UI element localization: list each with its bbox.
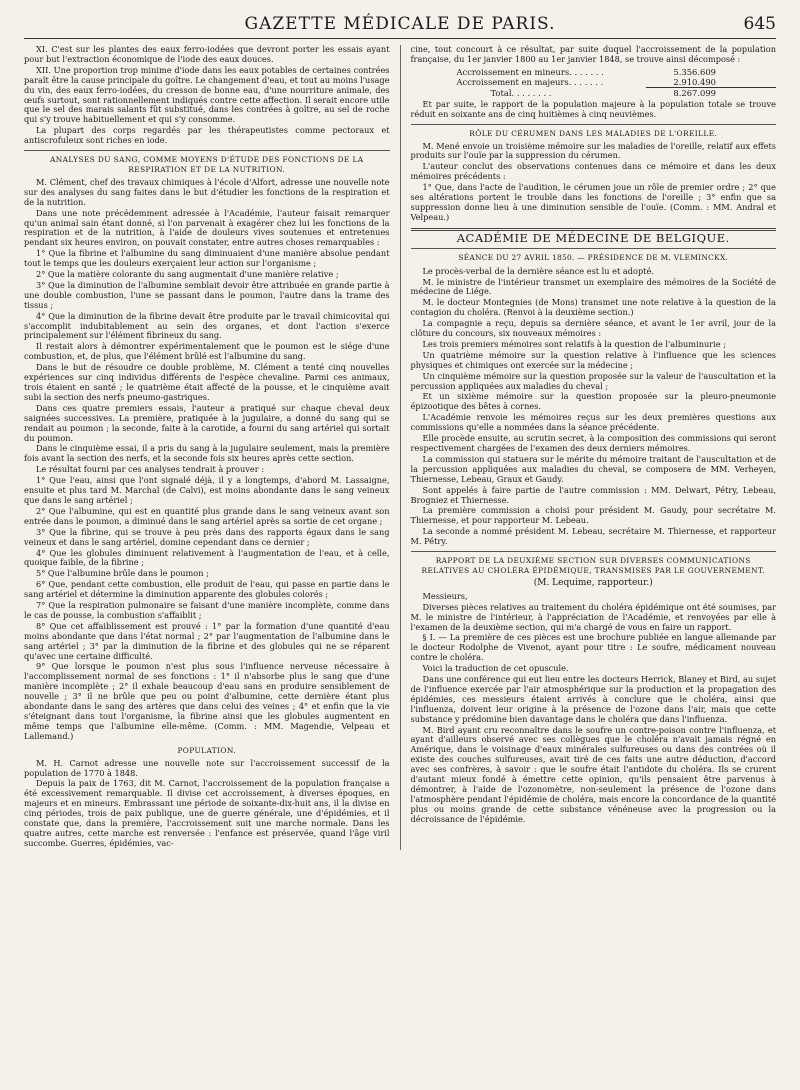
- table-row: [411, 77, 777, 88]
- paragraph: La commission qui statuera sur le mérite du mémoire traitant de l'auscultation et de la percussion appliquées aux maladies du cheval, se composera de MM. Verheyen, Thiernesse, Lebeau, Graux et Gaudy.: [410, 453, 776, 484]
- paragraph: Les trois premiers mémoires sont relatifs à la question de l'albuminurie ;: [422, 338, 726, 349]
- paragraph: 7° Que la respiration pulmonaire se faisant d'une manière incomplète, comme dans le cas de pousse, la combustion s'affaiblit ;: [24, 600, 390, 620]
- table-cell: 8.267.099: [646, 87, 776, 98]
- rapporteur-line: (M. Lequime, rapporteur.): [533, 577, 653, 588]
- paragraph: XII. Une proportion trop minime d'iode dans les eaux potables de certaines contrées paraît être la cause principale du goître. Le changement d'eau, et tout au moins l'usage du vin, des eaux ferro-iodées, du cresson de bonne eau, d'une nourriture animale, des œufs surtout, sont rationnellement indiqués contre cette affection. Il serait encore utile que le sel des marais salants fût substitué, dans les contrées à goître, au sel de roche qui s'y trouve habituellement et qui s'y consomme.: [24, 64, 390, 125]
- paragraph: 5° Que l'albumine brûle dans le poumon ;: [36, 568, 209, 579]
- paragraph: Dans le but de résoudre ce double problème, M. Clément a tenté cinq nouvelles expériences sur cinq individus différents de l'espèce chevaline. Parmi ces animaux, trois étaient en santé ; le quatrième était affecté de la pousse, et le cinquième avait subi la section des nerfs pneumo-gastriques.: [24, 362, 390, 402]
- paragraph: Dans le cinquième essai, il a pris du sang à la jugulaire seulement, mais la première fois avant la section des nerfs, et la seconde fois six heures après cette section.: [24, 443, 390, 464]
- paragraph: La plupart des corps regardés par les thérapeutistes comme pectoraux et antiscrofuleux sont riches en iode.: [24, 125, 390, 146]
- paragraph: M. le docteur Montegnies (de Mons) transmet une note relative à la question de la contagion du choléra. (Renvoi à la deuxième section.): [410, 297, 776, 318]
- paragraph: Un cinquième mémoire sur la question proposée sur la valeur de l'auscultation et la percussion appliquées aux maladies du cheval ;: [410, 370, 776, 391]
- paragraph: Il restait alors à démontrer expérimentalement que le poumon est le siége d'une combustion, et, de plus, que l'élément brûlé est l'albumine du sang.: [24, 341, 390, 362]
- section-title-rapport: RAPPORT DE LA DEUXIÈME SECTION SUR DIVERSES COMMUNICATIONS RELATIVES AU CHOLÉRA ÉPIDÉMIQUE, TRANSMISES PAR LE GOUVERNEMENT.: [421, 556, 765, 575]
- journal-title: GAZETTE MÉDICALE DE PARIS.: [244, 14, 556, 34]
- section-title-population: POPULATION.: [177, 745, 237, 755]
- divider: [411, 248, 777, 249]
- paragraph: L'Académie renvoie les mémoires reçus sur les deux premières questions aux commissions qu'elle a nommées dans la séance précédente.: [410, 412, 776, 433]
- divider: [411, 551, 777, 552]
- section-title-blood: ANALYSES DU SANG, COMME MOYENS D'ÉTUDE DES FONCTIONS DE LA RESPIRATION ET DE LA NUTRITION.: [49, 155, 364, 174]
- paragraph: Dans une conférence qui eut lieu entre les docteurs Herrick, Blaney et Bird, au sujet de l'influence exercée par l'air atmosphérique sur la production et la propagation des épidémies, ces messieurs étaient arrivés à conclure que le choléra, ainsi que l'influenza, doivent leur origine à la présence de l'ozone dans l'air, mais que cette substance y prédomine bien davantage dans le choléra que dans l'influenza.: [410, 674, 776, 724]
- left-column: [24, 45, 401, 850]
- session-line: SÉANCE DU 27 AVRIL 1850. — PRÉSIDENCE DE M. VLEMINCKX.: [458, 252, 729, 262]
- paragraph: L'auteur conclut des observations contenues dans ce mémoire et dans les deux mémoires précédents :: [410, 161, 776, 182]
- table-cell: 5.356.609: [673, 66, 716, 77]
- paragraph: La seconde a nommé président M. Lebeau, secrétaire M. Thiernesse, et rapporteur M. Pétry.: [410, 526, 776, 547]
- paragraph: Messieurs,: [422, 590, 468, 601]
- paragraph: 4° Que la diminution de la fibrine devait être produite par le travail chimicovital qui s'accomplit indubitablement au sein des organes, et dont l'action s'exerce principalement sur l'élément fibrineux du sang.: [24, 310, 390, 341]
- page-number: 645: [743, 14, 776, 34]
- paragraph: M. Clément, chef des travaux chimiques à l'école d'Alfort, adresse une nouvelle note sur des analyses du sang faites dans le but d'étudier les fonctions de la respiration et de la nutrition.: [24, 176, 390, 207]
- paragraph: 3° Que la fibrine, qui se trouve à peu près dans des rapports égaux dans le sang veineux et dans le sang artériel, domine cependant dans ce dernier ;: [24, 526, 390, 547]
- paragraph: Dans ces quatre premiers essais, l'auteur a pratiqué sur chaque cheval deux saignées successives. La première, pratiquée à la jugulaire, a donné du sang qui se rendait au poumon ; la seconde, faite à la carotide, a fourni du sang artériel qui sortait du poumon.: [24, 402, 390, 443]
- columns: [24, 45, 776, 850]
- paragraph: Depuis la paix de 1763, dit M. Carnot, l'accroissement de la population française a été excessivement remarquable. Il divise cet accroissement, à diverses époques, en majeurs et en mineurs. Embrassant une période de soixante-dix-huit ans, il la divise en cinq périodes, trois de paix publique, une de guerre générale, une d'épidémies, et il constate que, dans la première, l'accroissement suit une marche normale. Dans les quatre autres, cette marche est renversée : l'enfance est préservée, quand l'âge viril succombe. Guerres, épidémies, vac-: [24, 778, 390, 848]
- population-table: [411, 67, 777, 98]
- paragraph: Dans une note précédemment adressée à l'Académie, l'auteur faisait remarquer qu'un animal sain étant donné, si l'on parvenait à exagérer chez lui les fonctions de la respiration et de la nutrition, à l'aide de douleurs vives soutenues et entretenues pendant six heures environ, on pouvait constater, entre autres choses remarquables :: [24, 207, 390, 248]
- paragraph: Le procès-verbal de la dernière séance est lu et adopté.: [422, 265, 654, 276]
- paragraph: Et par suite, le rapport de la population majeure à la population totale se trouve réduit en soixante ans de cinq huitièmes à cinq neuvièmes.: [410, 98, 776, 119]
- paragraph: 1° Que la fibrine et l'albumine du sang diminuaient d'une manière absolue pendant tout le temps que les douleurs exerçaient leur action sur l'organisme ;: [24, 248, 390, 269]
- right-column: [401, 45, 777, 850]
- paragraph: Sont appelés à faire partie de l'autre commission : MM. Delwart, Pétry, Lebeau, Brogniez et Thiernesse.: [410, 484, 776, 505]
- paragraph: 1° Que, dans l'acte de l'audition, le cérumen joue un rôle de premier ordre ; 2° que ses altérations portent le trouble dans les fonctions de l'oreille ; 3° enfin que sa suppression donne lieu à une diminution sensible de l'ouïe. (Comm. : MM. Andral et Velpeau.): [410, 182, 776, 222]
- paragraph: 2° Que la matière colorante du sang augmentait d'une manière relative ;: [36, 269, 339, 280]
- paragraph: M. le ministre de l'intérieur transmet un exemplaire des mémoires de la Société de médecine de Liége.: [410, 276, 776, 297]
- paragraph: 8° Que cet affaiblissement est prouvé : 1° par la formation d'une quantité d'eau moins abondante que dans l'état normal ; 2° par l'augmentation de l'albumine dans le sang artériel ; 3° par la diminution de la fibrine et des globules qui ne se réparent qu'avec une certaine difficulté.: [24, 620, 390, 661]
- paragraph: La compagnie a reçu, depuis sa dernière séance, et avant le 1er avril, jour de la clôture du concours, six nouveaux mémoires :: [410, 318, 776, 339]
- divider: [411, 124, 777, 125]
- divider: [24, 150, 390, 151]
- paragraph: Diverses pièces relatives au traitement du choléra épidémique ont été soumises, par M. le ministre de l'intérieur, à l'appréciation de l'Académie, et renvoyées par elle à l'examen de la deuxième section, qui m'a chargé de vous en faire un rapport.: [410, 601, 776, 632]
- paragraph: § I. — La première de ces pièces est une brochure publiée en langue allemande par le docteur Rodolphe de Vivenot, ayant pour titre : Le soufre, médicament nouveau contre le choléra.: [410, 632, 776, 663]
- table-row: [411, 67, 777, 77]
- paragraph: 1° Que l'eau, ainsi que l'ont signalé déjà, il y a longtemps, d'abord M. Lassaigne, ensuite et plus tard M. Marchal (de Calvi), est moins abondante dans le sang veineux que dans le sang artériel ;: [24, 475, 390, 505]
- paragraph: 9° Que lorsque le poumon n'est plus sous l'influence nerveuse nécessaire à l'accomplissement normal de ses fonctions : 1° il n'absorbe plus le sang que d'une manière incomplète ; 2° il exhale beaucoup d'eau sans en produire sensiblement de nouvelle ; 3° il ne brûle que peu ou point d'albumine, cette dernière étant plus abondante dans le sang des artères que dans celui des veines ; 4° et enfin que la vie s'éteignant dans tout l'organisme, la fibrine ainsi que les globules augmentent en même temps que l'albumine elle-même. (Comm. : MM. Magendie, Velpeau et Lallemand.): [24, 661, 390, 741]
- paragraph: M. Mené envoie un troisième mémoire sur les maladies de l'oreille, relatif aux effets produits sur l'ouïe par la suppression du cérumen.: [410, 140, 776, 161]
- table-cell: Accroissement en majeurs. . . . . . .: [456, 77, 604, 88]
- paragraph: 4° Que les globules diminuent relativement à l'augmentation de l'eau, et à celle, quoique faible, de la fibrine ;: [24, 547, 390, 568]
- table-cell: Total. . . . . . . .: [490, 87, 552, 98]
- paragraph: 6° Que, pendant cette combustion, elle produit de l'eau, qui passe en partie dans le sang artériel et détermine la diminution apparente des globules colorés ;: [24, 579, 390, 600]
- paragraph: 2° Que l'albumine, qui est en quantité plus grande dans le sang veineux avant son entrée dans le poumon, a diminué dans le sang artériel après sa sortie de cet organe ;: [24, 505, 390, 526]
- paragraph: Elle procède ensuite, au scrutin secret, à la composition des commissions qui seront respectivement chargées de l'examen des deux derniers mémoires.: [410, 433, 776, 453]
- paragraph: cine, tout concourt à ce résultat, par suite duquel l'accroissement de la population française, du 1er janvier 1800 au 1er janvier 1848, se trouve ainsi décomposé :: [410, 44, 776, 64]
- table-row: [411, 87, 777, 98]
- section-title-cerumen: RÔLE DU CÉRUMEN DANS LES MALADIES DE L'OREILLE.: [469, 128, 718, 138]
- paragraph: La première commission a choisi pour président M. Gaudy, pour secrétaire M. Thiernesse, et pour rapporteur M. Lebeau.: [410, 505, 776, 526]
- paragraph: XI. C'est sur les plantes des eaux ferro-iodées que devront porter les essais ayant pour but l'extraction économique de l'iode des eaux douces.: [24, 44, 390, 64]
- paragraph: Le résultat fourni par ces analyses tendrait à prouver :: [36, 464, 264, 475]
- paragraph: Et un sixième mémoire sur la question proposée sur la pleuro-pneumonie épizootique des bêtes à cornes.: [410, 391, 776, 412]
- table-cell: Accroissement en mineurs. . . . . . .: [456, 66, 604, 77]
- table-cell: 2.910.490: [673, 76, 716, 87]
- paragraph: Un quatrième mémoire sur la question relative à l'influence que les sciences physiques et chimiques ont exercée sur la médecine ;: [410, 349, 776, 370]
- section-title-academy: ACADÉMIE DE MÉDECINE DE BELGIQUE.: [456, 230, 730, 245]
- page-header: [24, 12, 776, 39]
- paragraph: Voici la traduction de cet opuscule.: [422, 663, 569, 674]
- paragraph: M. H. Carnot adresse une nouvelle note sur l'accroissement successif de la population de 1770 à 1848.: [24, 757, 390, 778]
- paragraph: M. Bird ayant cru reconnaître dans le soufre un contre-poison contre l'influenza, et ayant d'ailleurs observé avec ses collègues que le choléra n'avait jamais régné en Amérique, dans le voisinage d'eaux minérales sulfureuses ou dans des contrées où il existe des couches sulfureuses, avait tiré de ces faits une autre déduction, d'accord avec ses confrères, à savoir : que le soufre était l'antidote du choléra. Ils se crurent d'autant mieux fondé à émettre cette opinion, qu'ils pensaient être parvenus à démontrer, à l'aide de l'ozonomètre, non-seulement la présence de l'ozone dans l'atmosphère pendant l'épidémie de choléra, mais encore la concordance de la quantité plus ou moins grande de cette substance vénéneuse avec la progression ou la décroissance de l'épidémie.: [410, 724, 776, 824]
- paragraph: 3° Que la diminution de l'albumine semblait devoir être attribuée en grande partie à une double combustion, l'une se passant dans le poumon, l'autre dans la trame des tissus ;: [24, 279, 390, 310]
